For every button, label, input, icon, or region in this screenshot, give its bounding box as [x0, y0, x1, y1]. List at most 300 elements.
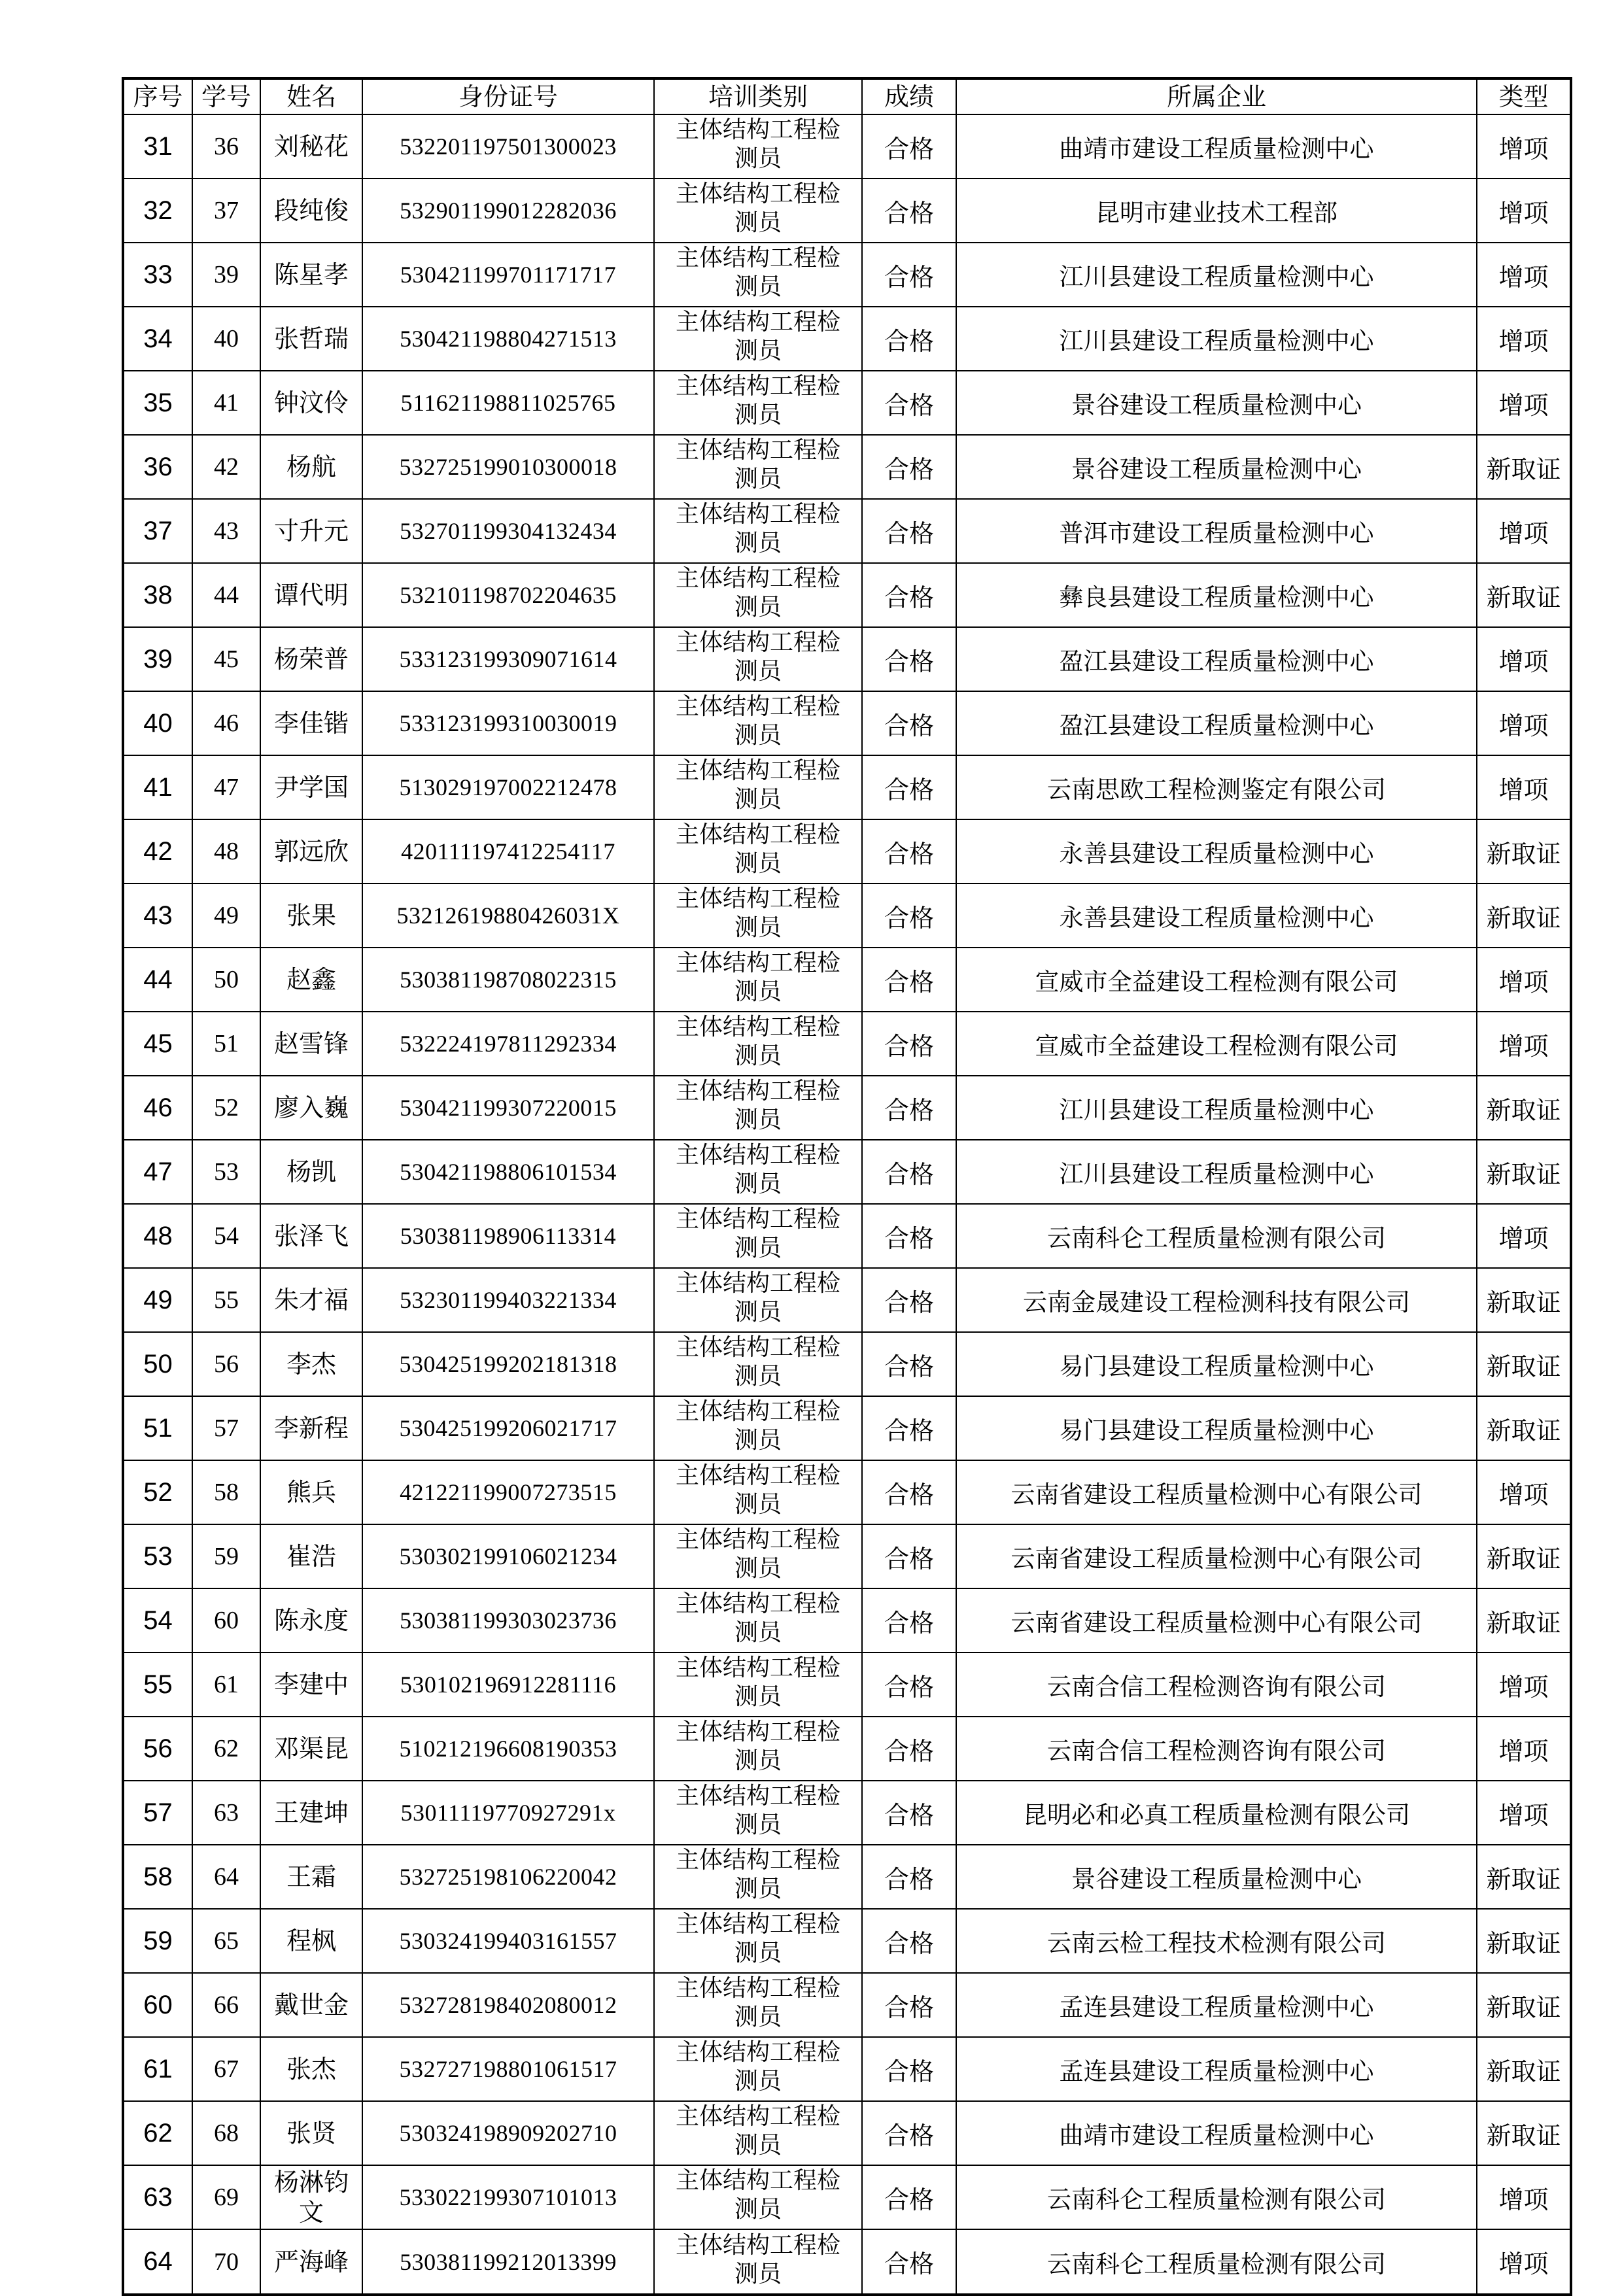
table-row — [123, 1140, 1571, 1204]
student-no-cell: 51 — [192, 1012, 260, 1076]
type-cell: 新取证 — [1477, 883, 1571, 948]
training-line: 主体结构工程检 — [675, 1911, 840, 1938]
training-cell — [654, 1012, 862, 1076]
seq-cell: 45 — [123, 1012, 192, 1076]
student-no-cell: 46 — [192, 691, 260, 755]
training-line: 测员 — [734, 1171, 782, 1197]
training-line: 测员 — [734, 1299, 782, 1326]
id-number-cell: 530421198804271513 — [362, 307, 654, 371]
type-cell: 增项 — [1477, 499, 1571, 563]
organization-cell: 云南合信工程检测咨询有限公司 — [956, 1717, 1477, 1781]
id-number-cell: 53212619880426031X — [362, 883, 654, 948]
organization-cell: 景谷建设工程质量检测中心 — [956, 371, 1477, 435]
type-cell: 增项 — [1477, 1781, 1571, 1845]
name-cell: 尹学国 — [260, 755, 362, 819]
result-cell: 合格 — [862, 691, 956, 755]
training-line: 测员 — [734, 1555, 782, 1582]
training-line: 测员 — [734, 530, 782, 557]
training-line: 主体结构工程检 — [675, 1334, 840, 1361]
seq-cell: 41 — [123, 755, 192, 819]
organization-cell: 云南云检工程技术检测有限公司 — [956, 1909, 1477, 1973]
id-number-cell: 530421198806101534 — [362, 1140, 654, 1204]
header-id-number: 身份证号 — [362, 78, 654, 114]
result-cell: 合格 — [862, 1204, 956, 1268]
training-line: 主体结构工程检 — [675, 1783, 840, 1809]
organization-cell: 江川县建设工程质量检测中心 — [956, 1140, 1477, 1204]
training-line: 测员 — [734, 145, 782, 172]
seq-cell: 40 — [123, 691, 192, 755]
id-number-cell: 530102196912281116 — [362, 1653, 654, 1717]
student-no-cell: 57 — [192, 1396, 260, 1460]
training-cell — [654, 1781, 862, 1845]
training-line: 测员 — [734, 722, 782, 749]
organization-cell: 孟连县建设工程质量检测中心 — [956, 2037, 1477, 2101]
organization-cell: 云南省建设工程质量检测中心有限公司 — [956, 1524, 1477, 1588]
table-row — [123, 563, 1571, 627]
training-cell — [654, 1460, 862, 1524]
seq-cell: 53 — [123, 1524, 192, 1588]
organization-cell: 永善县建设工程质量检测中心 — [956, 819, 1477, 883]
type-cell: 新取证 — [1477, 563, 1571, 627]
result-cell: 合格 — [862, 371, 956, 435]
id-number-cell: 510212196608190353 — [362, 1717, 654, 1781]
student-no-cell: 66 — [192, 1973, 260, 2037]
type-cell: 增项 — [1477, 243, 1571, 307]
type-cell: 新取证 — [1477, 2101, 1571, 2165]
training-line: 主体结构工程检 — [675, 629, 840, 656]
training-line: 主体结构工程检 — [675, 1847, 840, 1874]
type-cell: 新取证 — [1477, 819, 1571, 883]
training-line: 主体结构工程检 — [675, 180, 840, 207]
id-number-cell: 530381198708022315 — [362, 948, 654, 1012]
seq-cell: 51 — [123, 1396, 192, 1460]
name-cell: 熊兵 — [260, 1460, 362, 1524]
training-cell — [654, 1845, 862, 1909]
student-no-cell: 37 — [192, 179, 260, 243]
training-line: 主体结构工程检 — [675, 309, 840, 335]
name-cell: 严海峰 — [260, 2229, 362, 2295]
training-line: 主体结构工程检 — [675, 2231, 840, 2259]
training-cell — [654, 563, 862, 627]
table-row — [123, 1653, 1571, 1717]
training-line: 测员 — [734, 850, 782, 877]
table-row — [123, 948, 1571, 1012]
table-row — [123, 627, 1571, 691]
name-cell: 刘秘花 — [260, 114, 362, 179]
result-cell: 合格 — [862, 1524, 956, 1588]
training-cell — [654, 435, 862, 499]
training-cell — [654, 1973, 862, 2037]
id-number-cell: 530302199106021234 — [362, 1524, 654, 1588]
training-cell — [654, 114, 862, 179]
training-line: 测员 — [734, 2068, 782, 2095]
seq-cell: 57 — [123, 1781, 192, 1845]
id-number-cell: 530381198906113314 — [362, 1204, 654, 1268]
result-cell: 合格 — [862, 627, 956, 691]
name-cell: 谭代明 — [260, 563, 362, 627]
student-no-cell: 39 — [192, 243, 260, 307]
table-row — [123, 1781, 1571, 1845]
training-line: 主体结构工程检 — [675, 1590, 840, 1617]
training-cell — [654, 1140, 862, 1204]
training-line: 主体结构工程检 — [675, 757, 840, 784]
student-no-cell: 36 — [192, 114, 260, 179]
id-number-cell: 533123199309071614 — [362, 627, 654, 691]
type-cell: 增项 — [1477, 179, 1571, 243]
type-cell: 增项 — [1477, 2165, 1571, 2229]
name-cell: 戴世金 — [260, 1973, 362, 2037]
result-cell: 合格 — [862, 179, 956, 243]
name-cell: 王建坤 — [260, 1781, 362, 1845]
id-number-cell: 533123199310030019 — [362, 691, 654, 755]
result-cell: 合格 — [862, 499, 956, 563]
result-cell: 合格 — [862, 1973, 956, 2037]
training-line: 测员 — [734, 1427, 782, 1454]
seq-cell: 36 — [123, 435, 192, 499]
name-cell: 王霜 — [260, 1845, 362, 1909]
table-row — [123, 1524, 1571, 1588]
table-row — [123, 755, 1571, 819]
student-no-cell: 60 — [192, 1588, 260, 1653]
student-no-cell: 55 — [192, 1268, 260, 1332]
table-row — [123, 1332, 1571, 1396]
id-number-cell: 530425199202181318 — [362, 1332, 654, 1396]
id-number-cell: 532901199012282036 — [362, 179, 654, 243]
training-line: 测员 — [734, 466, 782, 492]
seq-cell: 34 — [123, 307, 192, 371]
training-line: 主体结构工程检 — [675, 565, 840, 592]
training-line: 测员 — [734, 1106, 782, 1133]
result-cell: 合格 — [862, 1909, 956, 1973]
name-cell: 陈永度 — [260, 1588, 362, 1653]
seq-cell: 38 — [123, 563, 192, 627]
student-no-cell: 52 — [192, 1076, 260, 1140]
id-number-cell: 530421199307220015 — [362, 1076, 654, 1140]
student-no-cell: 49 — [192, 883, 260, 948]
training-line: 主体结构工程检 — [675, 693, 840, 720]
organization-cell: 江川县建设工程质量检测中心 — [956, 243, 1477, 307]
table-row — [123, 179, 1571, 243]
training-cell — [654, 1268, 862, 1332]
table-body — [123, 114, 1571, 2295]
name-cell: 李建中 — [260, 1653, 362, 1717]
student-no-cell: 67 — [192, 2037, 260, 2101]
type-cell: 新取证 — [1477, 1268, 1571, 1332]
organization-cell: 云南省建设工程质量检测中心有限公司 — [956, 1460, 1477, 1524]
training-line: 主体结构工程检 — [675, 245, 840, 271]
seq-cell: 35 — [123, 371, 192, 435]
training-line: 测员 — [734, 2260, 782, 2287]
name-cell: 郭远欣 — [260, 819, 362, 883]
type-cell: 增项 — [1477, 1653, 1571, 1717]
id-number-cell: 530421199701171717 — [362, 243, 654, 307]
name-cell: 朱才福 — [260, 1268, 362, 1332]
organization-cell: 盈江县建设工程质量检测中心 — [956, 627, 1477, 691]
training-cell — [654, 307, 862, 371]
id-number-cell: 532727198801061517 — [362, 2037, 654, 2101]
table-row — [123, 2037, 1571, 2101]
training-line: 测员 — [734, 402, 782, 428]
table-row — [123, 371, 1571, 435]
header-training: 培训类别 — [654, 78, 862, 114]
result-cell: 合格 — [862, 883, 956, 948]
seq-cell: 55 — [123, 1653, 192, 1717]
organization-cell: 永善县建设工程质量检测中心 — [956, 883, 1477, 948]
training-line: 测员 — [734, 273, 782, 300]
id-number-cell: 533022199307101013 — [362, 2165, 654, 2229]
training-line: 主体结构工程检 — [675, 2039, 840, 2066]
training-line: 主体结构工程检 — [675, 1526, 840, 1553]
training-line: 主体结构工程检 — [675, 437, 840, 464]
training-cell — [654, 948, 862, 1012]
organization-cell: 云南科仑工程质量检测有限公司 — [956, 2165, 1477, 2229]
name-cell: 杨航 — [260, 435, 362, 499]
seq-cell: 59 — [123, 1909, 192, 1973]
training-cell — [654, 1396, 862, 1460]
seq-cell: 47 — [123, 1140, 192, 1204]
name-cell: 廖入巍 — [260, 1076, 362, 1140]
type-cell: 新取证 — [1477, 435, 1571, 499]
training-line: 测员 — [734, 2196, 782, 2223]
type-cell: 增项 — [1477, 1012, 1571, 1076]
seq-cell: 49 — [123, 1268, 192, 1332]
result-cell: 合格 — [862, 1781, 956, 1845]
result-cell: 合格 — [862, 1588, 956, 1653]
student-no-cell: 41 — [192, 371, 260, 435]
table-row — [123, 2165, 1571, 2229]
training-line: 测员 — [734, 786, 782, 813]
training-line: 测员 — [734, 2132, 782, 2159]
student-no-cell: 42 — [192, 435, 260, 499]
organization-cell: 易门县建设工程质量检测中心 — [956, 1332, 1477, 1396]
seq-cell: 56 — [123, 1717, 192, 1781]
id-number-cell: 513029197002212478 — [362, 755, 654, 819]
table-row — [123, 1973, 1571, 2037]
training-cell — [654, 627, 862, 691]
training-line: 测员 — [734, 1747, 782, 1774]
type-cell: 增项 — [1477, 1460, 1571, 1524]
results-sheet — [122, 77, 1570, 2296]
name-cell: 崔浩 — [260, 1524, 362, 1588]
name-line: 文 — [298, 2198, 324, 2227]
table-row — [123, 499, 1571, 563]
name-cell: 李佳锴 — [260, 691, 362, 755]
training-line: 测员 — [734, 1619, 782, 1646]
name-cell — [260, 2165, 362, 2229]
seq-cell: 63 — [123, 2165, 192, 2229]
result-cell: 合格 — [862, 1396, 956, 1460]
name-cell: 张泽飞 — [260, 1204, 362, 1268]
training-line: 主体结构工程检 — [675, 1206, 840, 1233]
seq-cell: 52 — [123, 1460, 192, 1524]
id-number-cell: 532701199304132434 — [362, 499, 654, 563]
training-cell — [654, 755, 862, 819]
type-cell: 新取证 — [1477, 1396, 1571, 1460]
result-cell: 合格 — [862, 1076, 956, 1140]
organization-cell: 易门县建设工程质量检测中心 — [956, 1396, 1477, 1460]
training-line: 主体结构工程检 — [675, 373, 840, 400]
training-line: 测员 — [734, 2004, 782, 2030]
id-number-cell: 53011119770927291x — [362, 1781, 654, 1845]
training-line: 测员 — [734, 1683, 782, 1710]
header-result: 成绩 — [862, 78, 956, 114]
training-cell — [654, 1524, 862, 1588]
table-row — [123, 1909, 1571, 1973]
type-cell: 增项 — [1477, 307, 1571, 371]
training-cell — [654, 819, 862, 883]
name-cell: 张杰 — [260, 2037, 362, 2101]
type-cell: 新取证 — [1477, 1332, 1571, 1396]
table-row — [123, 1204, 1571, 1268]
header-student-no: 学号 — [192, 78, 260, 114]
organization-cell: 云南省建设工程质量检测中心有限公司 — [956, 1588, 1477, 1653]
id-number-cell: 532728198402080012 — [362, 1973, 654, 2037]
organization-cell: 云南金晟建设工程检测科技有限公司 — [956, 1268, 1477, 1332]
training-cell — [654, 1332, 862, 1396]
type-cell: 新取证 — [1477, 1076, 1571, 1140]
id-number-cell: 511621198811025765 — [362, 371, 654, 435]
student-no-cell: 47 — [192, 755, 260, 819]
training-line: 主体结构工程检 — [675, 1270, 840, 1297]
training-line: 主体结构工程检 — [675, 1398, 840, 1425]
name-cell: 程枫 — [260, 1909, 362, 1973]
id-number-cell: 530324199403161557 — [362, 1909, 654, 1973]
training-cell — [654, 1717, 862, 1781]
seq-cell: 60 — [123, 1973, 192, 2037]
type-cell: 新取证 — [1477, 1909, 1571, 1973]
organization-cell: 昆明必和必真工程质量检测有限公司 — [956, 1781, 1477, 1845]
id-number-cell: 532224197811292334 — [362, 1012, 654, 1076]
training-cell — [654, 499, 862, 563]
id-number-cell: 530381199212013399 — [362, 2229, 654, 2295]
type-cell: 增项 — [1477, 1204, 1571, 1268]
seq-cell: 44 — [123, 948, 192, 1012]
result-cell: 合格 — [862, 1653, 956, 1717]
name-cell: 李新程 — [260, 1396, 362, 1460]
training-line: 主体结构工程检 — [675, 1654, 840, 1681]
table-row — [123, 1076, 1571, 1140]
organization-cell: 云南合信工程检测咨询有限公司 — [956, 1653, 1477, 1717]
result-cell: 合格 — [862, 1717, 956, 1781]
student-no-cell: 50 — [192, 948, 260, 1012]
training-line: 主体结构工程检 — [675, 1078, 840, 1105]
organization-cell: 盈江县建设工程质量检测中心 — [956, 691, 1477, 755]
student-no-cell: 59 — [192, 1524, 260, 1588]
student-no-cell: 44 — [192, 563, 260, 627]
student-no-cell: 56 — [192, 1332, 260, 1396]
training-line: 主体结构工程检 — [675, 2103, 840, 2130]
training-line: 主体结构工程检 — [675, 885, 840, 912]
table-row — [123, 243, 1571, 307]
training-cell — [654, 2101, 862, 2165]
student-no-cell: 54 — [192, 1204, 260, 1268]
name-cell: 段纯俊 — [260, 179, 362, 243]
training-cell — [654, 2037, 862, 2101]
type-cell: 增项 — [1477, 371, 1571, 435]
seq-cell: 37 — [123, 499, 192, 563]
seq-cell: 43 — [123, 883, 192, 948]
student-no-cell: 68 — [192, 2101, 260, 2165]
student-no-cell: 53 — [192, 1140, 260, 1204]
table-header-row — [123, 78, 1571, 114]
training-line: 主体结构工程检 — [675, 1014, 840, 1040]
table-row — [123, 114, 1571, 179]
results-table — [122, 77, 1572, 2296]
training-line: 主体结构工程检 — [675, 116, 840, 143]
training-line: 测员 — [734, 1042, 782, 1069]
table-row — [123, 1268, 1571, 1332]
training-cell — [654, 371, 862, 435]
organization-cell: 曲靖市建设工程质量检测中心 — [956, 114, 1477, 179]
result-cell: 合格 — [862, 1460, 956, 1524]
seq-cell: 39 — [123, 627, 192, 691]
table-row — [123, 1396, 1571, 1460]
organization-cell: 江川县建设工程质量检测中心 — [956, 1076, 1477, 1140]
student-no-cell: 70 — [192, 2229, 260, 2295]
table-row — [123, 1012, 1571, 1076]
training-line: 测员 — [734, 978, 782, 1005]
result-cell: 合格 — [862, 1332, 956, 1396]
result-cell: 合格 — [862, 307, 956, 371]
training-line: 测员 — [734, 658, 782, 685]
student-no-cell: 45 — [192, 627, 260, 691]
training-line: 主体结构工程检 — [675, 2167, 840, 2194]
id-number-cell: 420111197412254117 — [362, 819, 654, 883]
training-line: 测员 — [734, 1363, 782, 1390]
student-no-cell: 63 — [192, 1781, 260, 1845]
id-number-cell: 532101198702204635 — [362, 563, 654, 627]
training-line: 主体结构工程检 — [675, 1975, 840, 2002]
seq-cell: 64 — [123, 2229, 192, 2295]
result-cell: 合格 — [862, 2037, 956, 2101]
organization-cell: 普洱市建设工程质量检测中心 — [956, 499, 1477, 563]
seq-cell: 58 — [123, 1845, 192, 1909]
organization-cell: 宣威市全益建设工程检测有限公司 — [956, 948, 1477, 1012]
student-no-cell: 58 — [192, 1460, 260, 1524]
table-row — [123, 1588, 1571, 1653]
training-line: 测员 — [734, 1940, 782, 1966]
result-cell: 合格 — [862, 114, 956, 179]
result-cell: 合格 — [862, 1268, 956, 1332]
seq-cell: 48 — [123, 1204, 192, 1268]
id-number-cell: 532725198106220042 — [362, 1845, 654, 1909]
name-cell: 张果 — [260, 883, 362, 948]
training-line: 测员 — [734, 209, 782, 236]
name-cell: 邓渠昆 — [260, 1717, 362, 1781]
training-cell — [654, 1653, 862, 1717]
type-cell: 新取证 — [1477, 1973, 1571, 2037]
student-no-cell: 48 — [192, 819, 260, 883]
result-cell: 合格 — [862, 948, 956, 1012]
type-cell: 新取证 — [1477, 2037, 1571, 2101]
result-cell: 合格 — [862, 1845, 956, 1909]
id-number-cell: 532201197501300023 — [362, 114, 654, 179]
student-no-cell: 61 — [192, 1653, 260, 1717]
result-cell: 合格 — [862, 563, 956, 627]
training-cell — [654, 691, 862, 755]
training-cell — [654, 1588, 862, 1653]
student-no-cell: 40 — [192, 307, 260, 371]
training-line: 主体结构工程检 — [675, 501, 840, 528]
type-cell: 增项 — [1477, 2229, 1571, 2295]
header-name: 姓名 — [260, 78, 362, 114]
result-cell: 合格 — [862, 2165, 956, 2229]
table-row — [123, 819, 1571, 883]
seq-cell: 62 — [123, 2101, 192, 2165]
training-line: 测员 — [734, 337, 782, 364]
seq-cell: 61 — [123, 2037, 192, 2101]
seq-cell: 54 — [123, 1588, 192, 1653]
